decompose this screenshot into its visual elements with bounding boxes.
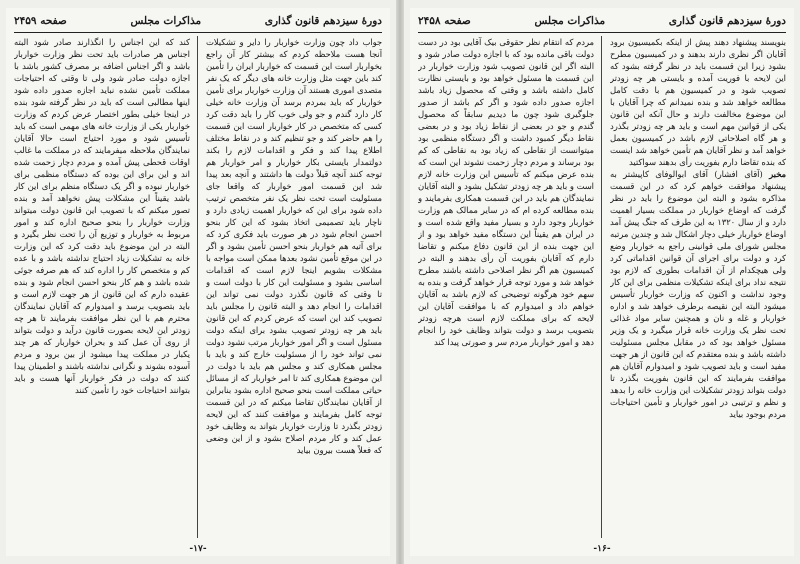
left-page-column-left	[14, 36, 190, 538]
left-page	[6, 8, 390, 556]
right-header-rule	[418, 32, 786, 33]
left-header-page-number: صفحه ۲۴۵۹	[14, 15, 67, 27]
left-column-divider	[197, 36, 198, 538]
left-page-header	[14, 12, 382, 30]
speaker-paragraph	[610, 168, 786, 420]
right-header-session: دورهٔ سیزدهم قانون گذاری	[668, 15, 786, 27]
left-page-column-right	[206, 36, 382, 538]
right-column-left-text: مردم که انتقام نظر حقوقی بیک آقایی بود در دست دولت باقی مانده بود که با اجازه دولت صادر شود و البته اگر این قانون تصویب شود وزارت خواربار در این قسمت ها مسئول خواهد بود و بایستی نظارت کامل داشته باشد و وقتی که محصول زیاد باشد اجازه صدور داده شود و اگر کم باشد از صدور جلوگیری شود چون ما دیدیم سابقاً که محصول گندم و جو در بعضی از نقاط زیاد بود و در بعضی نقاط دیگر کمبود داشت و اگر دستگاه منظمی بود میتوانست از نقاطی که زیاد بود به نقاطی که کم بود برساند و مردم دچار زحمت نشوند این است که بنده عرض میکنم که تأسیس این وزارت خانه لازم است و باید هر چه زودتر تشکیل بشود و البته آقایان نمایندگان هم باید در این قسمت همکاری بفرمایند و بنده مطالعه کرده ام که در سایر ممالک هم وزارت خواربار وجود دارد و بسیار مفید واقع شده است و در ایران هم یقیناً این دستگاه مفید خواهد بود و از این جهت بنده از این قانون دفاع میکنم و تقاضا دارم که آقایان بفوریت آن رأی بدهند و البته در کمیسیون هم اگر نظر اصلاحی داشته باشند مطرح خواهد شد و مورد توجه قرار خواهد گرفت و بنده به سهم خود هرگونه توضیحی که لازم باشد به آقایان خواهم داد و امیدوارم که با موافقت آقایان این لایحه که برای مملکت لازم است هرچه زودتر بتصویب برسد و دولت بتواند وظایف خود را انجام دهد و امور خواربار مردم سر و صورتی پیدا کند	[418, 37, 594, 347]
right-page-column-right	[610, 36, 786, 538]
right-column-divider	[601, 36, 602, 538]
right-column-right-continuation: (آقای افشار) آقای ابوالوفای کاپیشتر به پیشنهاد موافقت خواهم کرد که در این قسمت مذاکره بشود و البته این موضوع را باید در نظر گرفت که اوضاع خواربار در مملکت بسیار اهمیت دارد و از سال ۱۳۲۰ به این طرف که جنگ پیش آمد اوضاع خواربار خیلی دچار اشکال شد و چندین مرتبه مجلس شورای ملی قوانینی راجع به خواربار وضع کرد و دولت برای اجرای آن قوانین اقداماتی کرد ولی هیچکدام از آن اقدامات بطوری که لازم بود نتیجه نداد برای اینکه تشکیلات منظمی برای این کار وجود نداشت و اکنون که وزارت خواربار تأسیس میشود البته این نقیصه برطرف خواهد شد و اداره خواربار و غله و نان و همچنین سایر مواد غذائی تحت نظر یک وزارت خانه قرار میگیرد و یک وزیر مسئول خواهد بود که در مقابل مجلس مسئولیت داشته باشد و بنده معتقدم که این قانون از هر جهت مفید است و باید تصویب شود و امیدوارم آقایان هم موافقت بفرمایند که این قانون بفوریت بگذرد تا دولت بتواند زودتر تشکیلات این وزارت خانه را بدهد و نظم و ترتیبی در امور خواربار و تأمین احتیاجات مردم بوجود بیاید	[610, 169, 786, 419]
left-header-title: مذاکرات مجلس	[130, 15, 202, 27]
binding-gutter	[396, 0, 404, 564]
right-page	[410, 8, 794, 556]
speaker-label: مخبر	[769, 169, 786, 179]
left-folio: -۱۷-	[189, 544, 207, 554]
right-column-right-text: بنویسند پیشنهاد دهند پیش از اینکه بکمیسیون برود آقایان اگر نظری دارند بدهند و در کمیسیون مطرح بشود زیرا این قسمت باید در نظر گرفته بشود که این لایحه با فوریت آمده و بایستی هر چه زودتر تصویب شود و در کمیسیون هم با دقت کامل مطالعه خواهد شد و بنده نمیدانم که چرا آقایان با این موضوع مخالفت دارند و حال آنکه این قانون یکی از قوانین مهم است و باید هر چه زودتر بگذرد و هر گاه اصلاحاتی لازم باشد در کمیسیون بعمل خواهد آمد و نظر آقایان هم تأمین خواهد شد اینست که بنده تقاضا دارم بفوریت رأی بدهند سواکتید	[610, 37, 786, 167]
left-header-session: دورهٔ سیزدهم قانون گذاری	[264, 15, 382, 27]
right-header-title: مذاکرات مجلس	[534, 15, 606, 27]
right-header-page-number: صفحه ۲۴۵۸	[418, 15, 471, 27]
right-folio: -۱۶-	[593, 544, 611, 554]
left-header-rule	[14, 32, 382, 33]
left-column-left-text: کند که این اجناس را انگذارند صادر شود البته اجناس هر صادرات باید تحت نظر وزارت خواربار باشد و اگر اجناس اضافه بر مصرف کشور باشد با اجازه دولت صادر شود ولی تا وقتی که احتیاجات مملکت تأمین نشده نباید اجازه صدور داده شود اینها مطالبی است که باید در نظر گرفته شود بنده در اینجا خیلی بطور اختصار عرض کردم که وزارت خواربار یکی از وزارت خانه های مهمی است که باید تأسیس شود و مورد احتیاج است حالا آقایان نمایندگان ملاحظه میفرمایند که در مملکت ما غالب اوقات قحطی پیش آمده و مردم دچار زحمت شده اند و این برای این بوده که دستگاه منظمی برای خواربار نبوده و اگر یک دستگاه منظم برای این کار باشد یقیناً این مشکلات پیش نخواهد آمد و بنده تصور میکنم که با تصویب این قانون دولت میتواند وزارت خواربار را بنحو صحیح اداره کند و امور مربوط به خواربار و توزیع آن را تحت نظر بگیرد و البته در این موضوع باید دقت کرد که این وزارت خانه به تشکیلات زیاد احتیاج نداشته باشد و با عده کم و متخصص کار را اداره کند که هم صرفه جوئی شده باشد و هم کار بنحو احسن انجام شود و بنده عقیده دارم که این قانون از هر جهت لازم است و باید بتصویب برسد و امیدوارم که آقایان نمایندگان محترم هم با این نظر موافقت بفرمایند تا هر چه زودتر این لایحه بصورت قانون درآید و دولت بتواند از روی آن عمل کند و بحران خواربار که هر چند یکبار در مملکت پیدا میشود از بین برود و مردم آسوده بشوند و نگرانی نداشته باشند و اطمینان پیدا کنند که دولت در فکر خواربار آنها هست و باید بتوانند احتیاجات خود را تأمین کنند	[14, 37, 190, 395]
right-page-column-left	[418, 36, 594, 538]
right-page-header	[418, 12, 786, 30]
left-column-right-text: جواب داد چون وزارت خواربار را دایر و تشکیلات آنجا هست ملاحظه کردم که بیشتر کار آن راجع بخواربار است این قسمت که خواربار ایران را تأمین کند باین جهت مثل وزارت خانه های دیگر که یک نفر متصدی اموری هستند آن وزارت خواربار برای تأمین خواربار که باید بمردم برسد آن وزارت خانه خیلی کار دارد گندم و جو ولی خوب کار را باید دقت کرد کسی که متخصص در کار خواربار است این قسمت را هم حاضر کند و جو تنظیم کند و در نقاط مختلف اطلاع پیدا کند و فکر و اقدامات لازم را بکند دولتمدار بایستی بکار خواربار و امر خواربار هم توجه کنند آنچه قبلاً دولت ها داشتند و آنچه بعد پیدا شد این قسمت امور خواربار که واقعا جای مسئولیت است تحت نظر یک نفر متخصص ترتیب داده شود برای این که خواربار اهمیت زیادی دارد و ناچار باید تصمیمی اتخاذ بشود که این کار بنحو احسن انجام شود در هر صورت باید فکری کرد که برای آتیه هم خواربار بنحو احسن تأمین بشود و اگر در این موقع تأمین نشود بعدها ممکن است مواجه با مشکلات بشویم اینجا لازم است که اقدامات اساسی بشود و مسئولیت این کار با دولت است و تا وقتی که قانون نگذرد دولت نمی تواند این اقدامات را انجام دهد و البته قانون را مجلس باید تصویب کند این است که عرض کردم که این قانون باید هر چه زودتر تصویب بشود برای اینکه دولت مسئول است و اگر امور خواربار مرتب نشود دولت نمی تواند خود را از مسئولیت خارج کند و باید با مجلس همکاری کند و مجلس هم باید با دولت در این موضوع همکاری کند تا امر خواربار که از مسائل حیاتی مملکت است بنحو صحیح اداره بشود بنابراین از آقایان نمایندگان تقاضا میکنم که در این قسمت توجه کامل بفرمایند و موافقت کنند که این لایحه زودتر بگذرد تا وزارت خواربار بتواند به وظایف خود عمل کند و کار مردم اصلاح بشود و از این وضعی که فعلاً هست بیرون بیاید	[206, 37, 382, 455]
